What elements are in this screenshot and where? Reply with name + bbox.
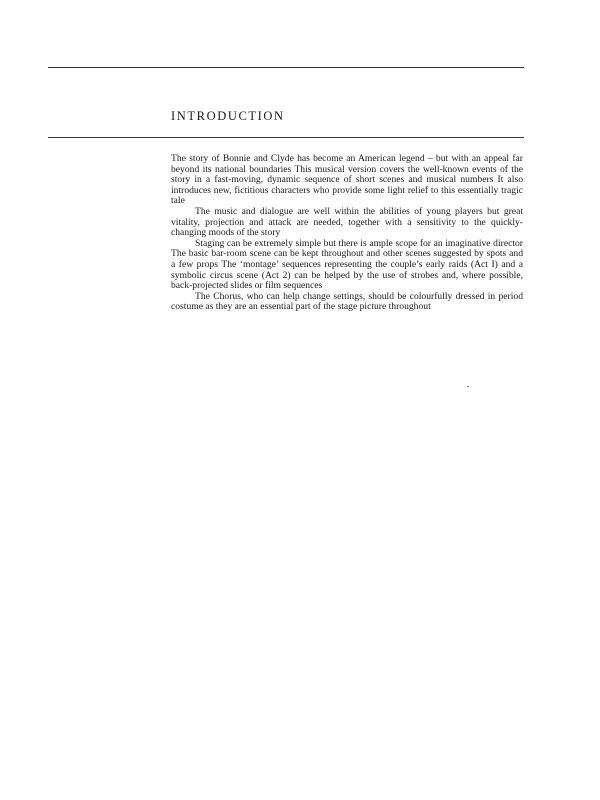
paragraph-4: The Chorus, who can help change settings, should be colourfully dressed in period costume as they are an essential part of the stage picture throughout xyxy=(171,290,523,313)
page-speck xyxy=(467,386,469,387)
paragraph-2: The music and dialogue are well within the abilities of young players but great vitality, projection and attack are needed, together with a sensitivity to the quickly-changing moods of the story xyxy=(171,205,523,239)
section-heading: INTRODUCTION xyxy=(171,109,285,123)
paragraph-1: The story of Bonnie and Clyde has become an American legend – but with an appeal far beyond its national boundaries This musical version covers the well-known events of the story in a fast-moving, dynamic sequence of short scenes and musical numbers It also introduces new, fictitious characters who provide some light relief to this essentially tragic tale xyxy=(171,153,523,207)
heading-rule xyxy=(48,137,524,138)
top-rule xyxy=(48,67,524,68)
introduction-body xyxy=(171,154,523,313)
paragraph-3: Staging can be extremely simple but there is ample scope for an imaginative director The basic bar-room scene can be kept throughout and other scenes suggested by spots and a few props The ‘montage’ sequences representing the couple’s early raids (Act I) and a symbolic circus scene (Act 2) can be helped by the use of strobes and, where possible, back-projected slides or film sequences xyxy=(171,237,523,292)
